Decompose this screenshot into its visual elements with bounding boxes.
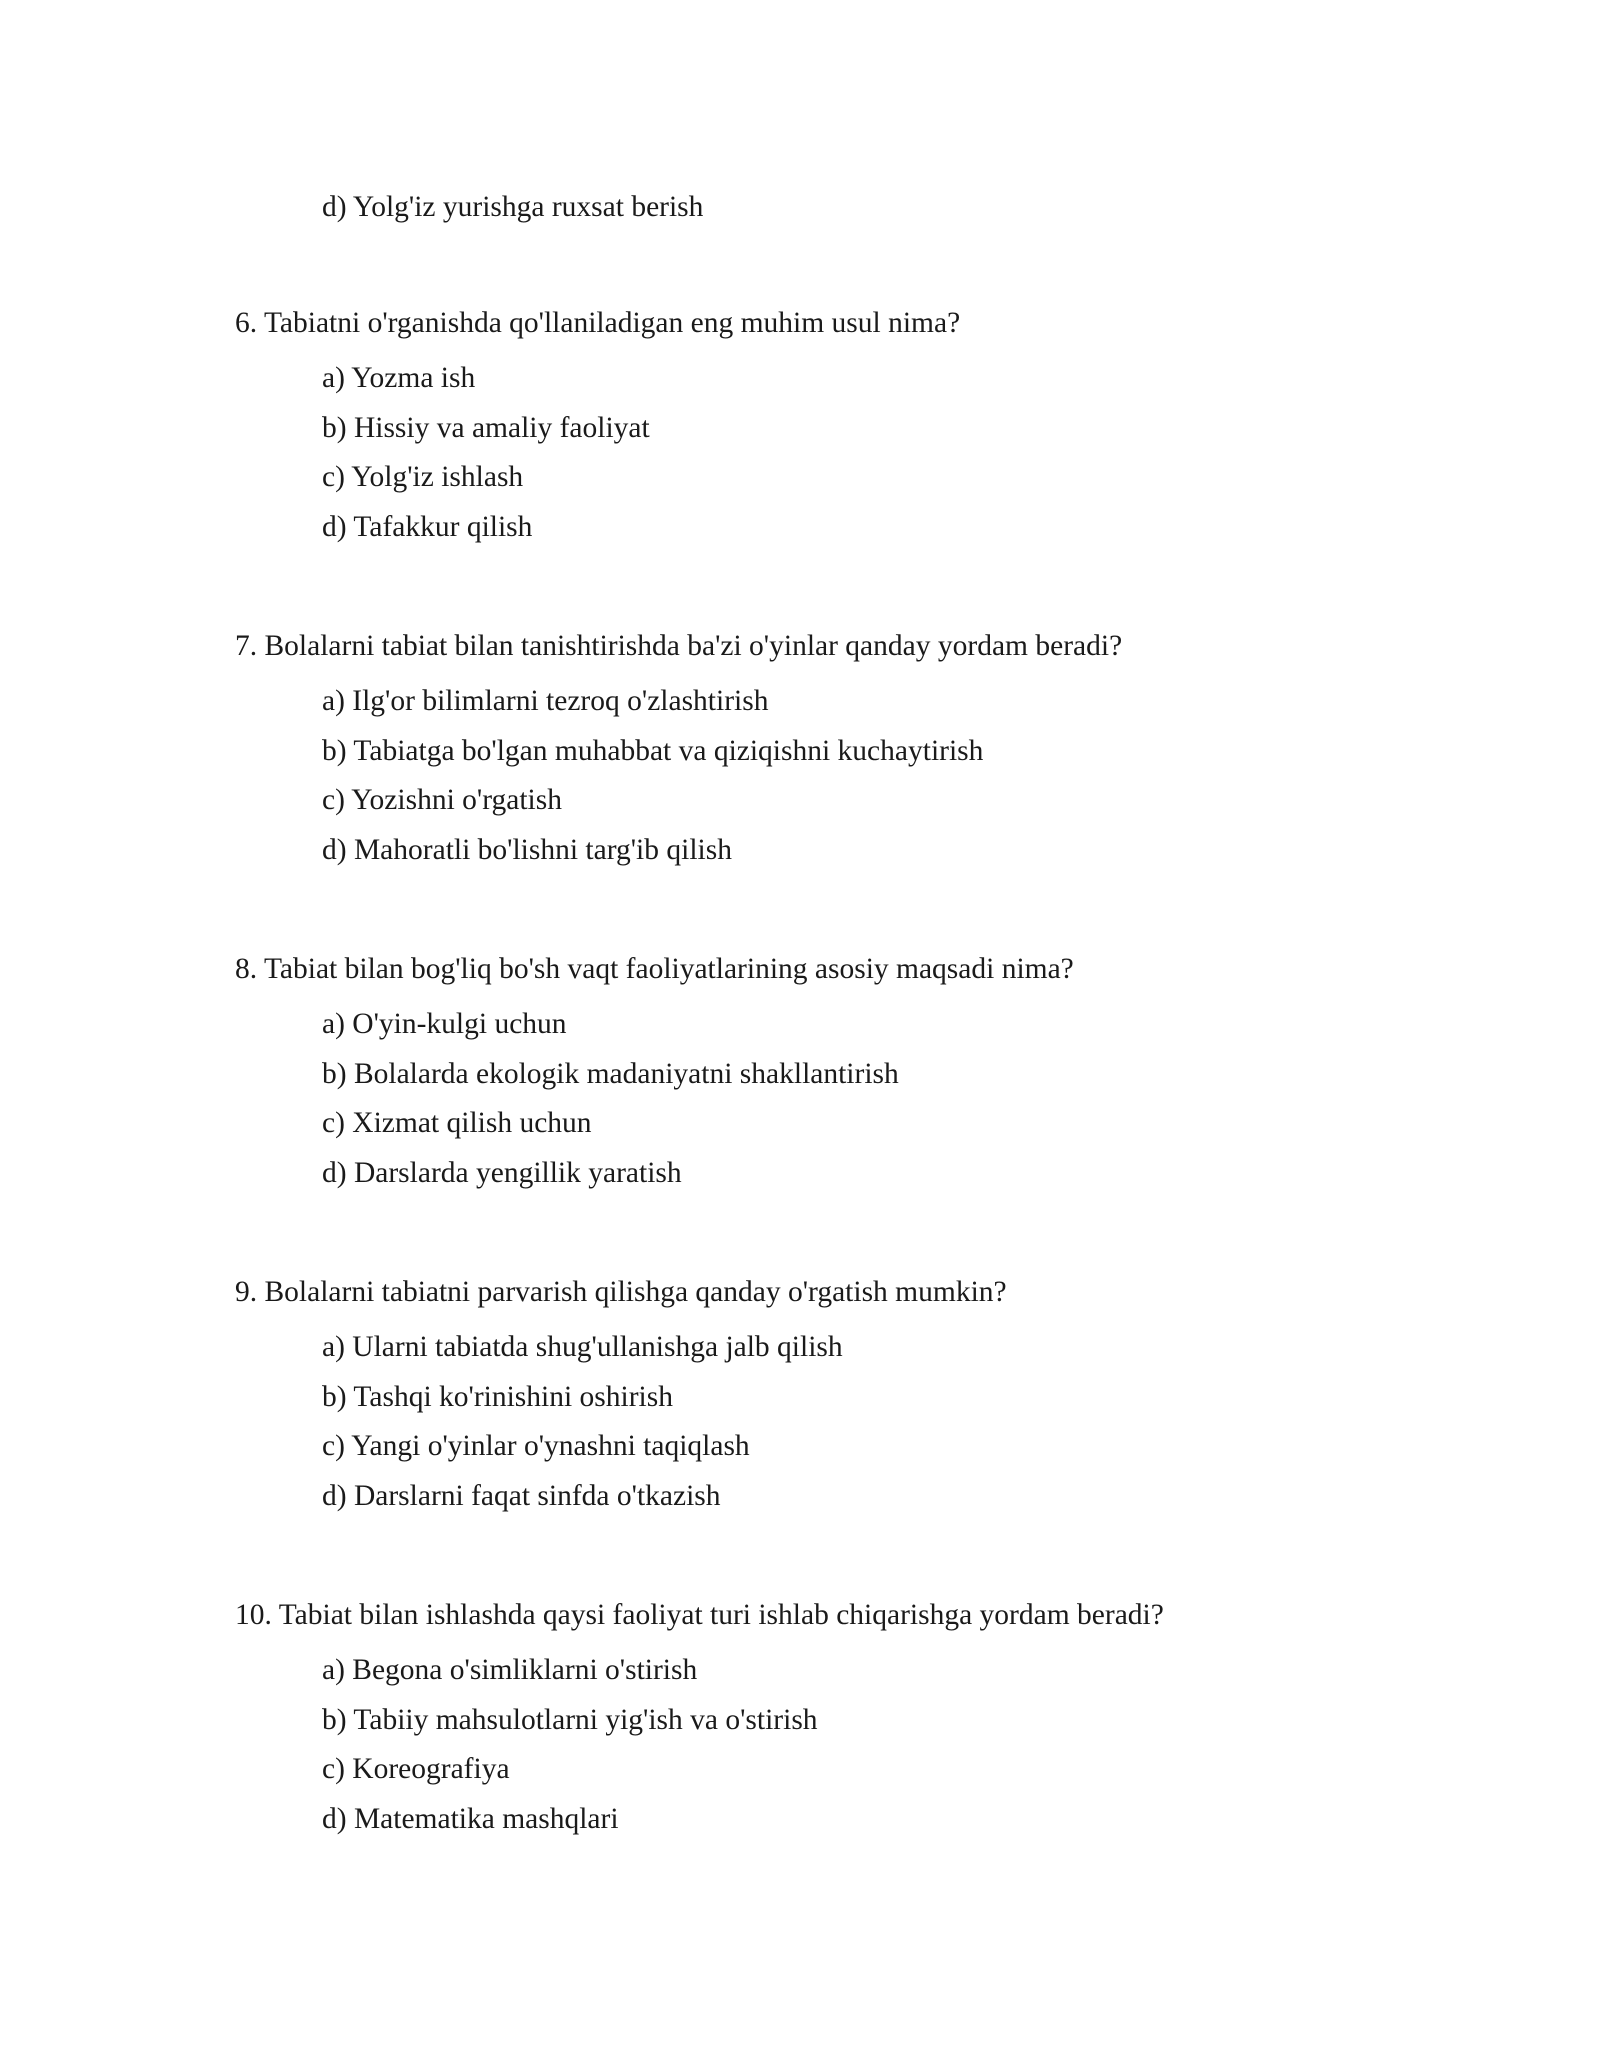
answer-options <box>322 1326 1485 1524</box>
option-d: d) Tafakkur qilish <box>322 510 533 543</box>
question-text: 6. Tabiatni o'rganishda qo'llaniladigan eng muhim usul nima? <box>235 307 961 339</box>
question-text: 8. Tabiat bilan bog'liq bo'sh vaqt faoliyatlarining asosiy maqsadi nima? <box>235 953 1074 985</box>
question-10 <box>235 1594 1485 1847</box>
option-b: b) Tabiiy mahsulotlarni yig'ish va o'stirish <box>322 1703 818 1736</box>
option-a: a) O'yin-kulgi uchun <box>322 1008 567 1040</box>
option-a: a) Ilg'or bilimlarni tezroq o'zlashtirish <box>322 685 769 717</box>
option-b: b) Hissiy va amaliy faoliyat <box>322 411 650 444</box>
question-7 <box>235 625 1485 878</box>
question-text: 9. Bolalarni tabiatni parvarish qilishga qanday o'rgatish mumkin? <box>235 1276 1007 1308</box>
question-8 <box>235 948 1485 1201</box>
answer-options <box>322 1649 1485 1847</box>
option-d: d) Darslarda yengillik yaratish <box>322 1156 682 1189</box>
question-9 <box>235 1271 1485 1524</box>
option-b: b) Tabiatga bo'lgan muhabbat va qiziqishni kuchaytirish <box>322 734 984 767</box>
option-c: c) Yozishni o'rgatish <box>322 784 562 816</box>
answer-options <box>322 1003 1485 1201</box>
option-d: d) Mahoratli bo'lishni targ'ib qilish <box>322 833 732 866</box>
option-b: b) Tashqi ko'rinishini oshirish <box>322 1380 673 1413</box>
option-b: b) Bolalarda ekologik madaniyatni shakllantirish <box>322 1057 899 1090</box>
answer-options <box>322 357 1485 555</box>
carryover-option-d: d) Yolg'iz yurishga ruxsat berish <box>322 191 704 223</box>
question-6 <box>235 302 1485 555</box>
option-a: a) Begona o'simliklarni o'stirish <box>322 1654 698 1686</box>
option-c: c) Yangi o'yinlar o'ynashni taqiqlash <box>322 1430 750 1462</box>
option-c: c) Koreografiya <box>322 1753 510 1785</box>
question-text: 7. Bolalarni tabiat bilan tanishtirishda ba'zi o'yinlar qanday yordam beradi? <box>235 630 1123 662</box>
option-c: c) Xizmat qilish uchun <box>322 1107 592 1139</box>
option-d: d) Matematika mashqlari <box>322 1802 619 1835</box>
option-a: a) Yozma ish <box>322 362 476 394</box>
option-a: a) Ularni tabiatda shug'ullanishga jalb qilish <box>322 1331 843 1363</box>
option-c: c) Yolg'iz ishlash <box>322 461 524 493</box>
answer-options <box>322 680 1485 878</box>
question-text: 10. Tabiat bilan ishlashda qaysi faoliyat turi ishlab chiqarishga yordam beradi? <box>235 1599 1164 1631</box>
option-d: d) Darslarni faqat sinfda o'tkazish <box>322 1479 721 1512</box>
